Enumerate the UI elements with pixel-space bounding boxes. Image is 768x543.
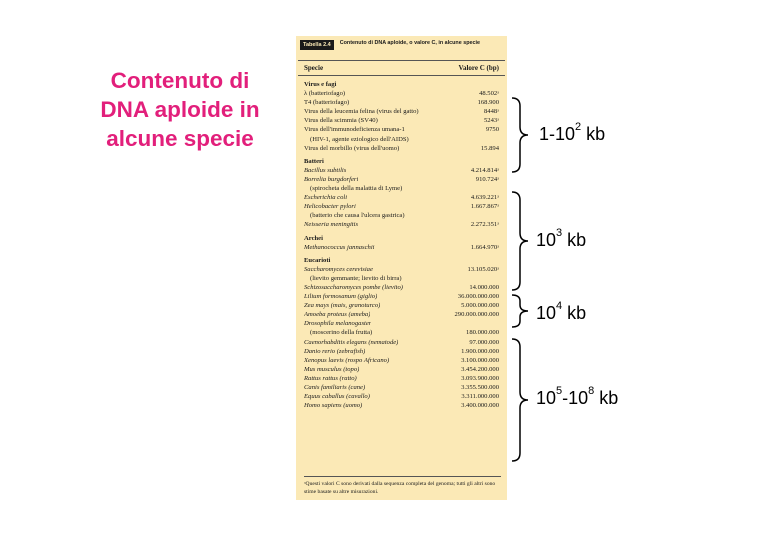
- section-name: Archei: [304, 234, 323, 242]
- c-value: 168.900: [477, 99, 499, 107]
- brace-eukaryotes: [510, 337, 534, 463]
- species-name: Zea mays (mais, granoturco): [304, 302, 381, 310]
- table-row: [304, 392, 501, 401]
- table-row: [304, 319, 501, 328]
- species-name: Virus della scimmia (SV40): [304, 117, 378, 125]
- table-row: [304, 365, 501, 374]
- species-name: Canis familiaris (cane): [304, 384, 366, 391]
- table-row: [304, 211, 501, 220]
- species-name: Caenorhabditis elegans (nematode): [304, 338, 399, 346]
- table-title: Contenuto di DNA aploide, o valore C, in alcune specie: [339, 40, 480, 46]
- section-heading: [304, 256, 501, 265]
- table-row: [304, 383, 501, 392]
- table-row: [304, 89, 501, 98]
- species-name: Virus dell'immunodeficienza umana-1: [304, 126, 405, 134]
- table-row: [304, 98, 501, 107]
- species-name: Rattus rattus (ratto): [304, 374, 357, 382]
- species-name: Neisseria meningitis: [304, 221, 359, 229]
- c-value: 48.502ᵃ: [479, 90, 499, 98]
- c-value: 97.000.000: [469, 338, 499, 346]
- section-name: Eucarioti: [304, 256, 331, 264]
- table-header: [298, 60, 505, 76]
- table-row: [304, 374, 501, 383]
- c-value: 910.724ᵃ: [475, 175, 499, 183]
- table-row: [304, 274, 501, 283]
- c-value: 3.100.000.000: [461, 356, 499, 364]
- c-value: [499, 211, 501, 220]
- c-value: 3.400.000.000: [461, 402, 499, 410]
- c-value: 180.000.000: [466, 329, 499, 337]
- species-name: Schizosaccharomyces pombe (lievito): [304, 283, 403, 291]
- table-caption: [296, 36, 507, 60]
- species-name: Methanococcus jannaschii: [304, 243, 375, 251]
- table-row: [304, 292, 501, 301]
- species-name: Danio rerio (zebrafish): [304, 347, 366, 355]
- c-value: 1.900.000.000: [461, 347, 499, 355]
- c-value: [499, 319, 501, 328]
- species-name: T4 (batteriofago): [304, 99, 350, 107]
- section-heading: [304, 234, 501, 243]
- table-row: [304, 107, 501, 116]
- c-value: 8448ᵃ: [484, 108, 499, 116]
- species-name: Virus della leucemia felina (virus del gatto): [304, 108, 419, 116]
- table-row: [304, 338, 501, 347]
- c-value: [499, 274, 501, 283]
- species-name: Equus caballus (cavallo): [304, 393, 370, 401]
- table-tag: Tabella 2.4: [300, 40, 334, 50]
- slide-title: [80, 66, 280, 153]
- table-row: [304, 310, 501, 319]
- section-heading: [304, 157, 501, 166]
- species-name: (HIV-1, agente eziologico dell'AIDS): [310, 135, 409, 143]
- c-value: 290.000.000.000: [454, 311, 499, 319]
- brace-bacteria: [510, 190, 534, 292]
- c-value: 4.214.814ᵃ: [470, 166, 499, 174]
- c-value: 3.454.200.000: [461, 365, 499, 373]
- c-value: 14.000.000: [469, 283, 499, 291]
- c-value: 5243ᵃ: [484, 117, 499, 125]
- species-name: (moscerino della frutta): [310, 329, 373, 337]
- c-value: 15.894: [480, 144, 499, 152]
- table-row: [304, 202, 501, 211]
- table-body: [296, 80, 507, 410]
- species-name: Virus del morbillo (virus dell'uomo): [304, 144, 400, 152]
- c-value: [499, 135, 501, 144]
- dna-content-table: [296, 36, 507, 500]
- table-row: [304, 347, 501, 356]
- title-line-2: DNA aploide in: [100, 97, 260, 122]
- table-row: [304, 301, 501, 310]
- table-row: [304, 193, 501, 202]
- table-row: [304, 144, 501, 153]
- table-row: [304, 265, 501, 274]
- c-value: 1.667.867ᵃ: [470, 203, 499, 211]
- table-row: [304, 116, 501, 125]
- label-virus-range: $1-10^2$ kb: [539, 121, 606, 144]
- species-name: (batterio che causa l'ulcera gastrica): [310, 212, 405, 220]
- c-value: 9750: [485, 126, 499, 134]
- title-line-3: alcune specie: [106, 126, 254, 151]
- species-name: Xenopus laevis (rospo Africano): [304, 356, 390, 364]
- table-row: [304, 328, 501, 337]
- col-value: Valore C (bp): [458, 64, 499, 72]
- species-name: Bacillus subtilis: [304, 166, 347, 174]
- table-row: [304, 243, 501, 252]
- col-species: Specie: [304, 64, 324, 72]
- species-name: (lievito gemmante; lievito di birra): [310, 274, 402, 282]
- species-name: (spirocheta della malattia di Lyme): [310, 185, 403, 193]
- c-value: [499, 184, 501, 193]
- section-heading: [304, 80, 501, 89]
- table-row: [304, 401, 501, 410]
- species-name: Escherichia coli: [304, 194, 348, 202]
- table-row: [304, 135, 501, 144]
- table-row: [304, 283, 501, 292]
- section-name: Batteri: [304, 157, 324, 165]
- table-row: [304, 125, 501, 134]
- table-row: [304, 175, 501, 184]
- species-name: Drosophila melanogaster: [304, 320, 372, 328]
- section-name: Virus e fagi: [304, 81, 337, 88]
- brace-yeast: [510, 293, 534, 329]
- label-bacteria-range: $10^3$ kb: [536, 227, 587, 250]
- species-name: Homo sapiens (uomo): [304, 402, 363, 410]
- c-value: 2.272.351ᵃ: [470, 221, 499, 229]
- table-row: [304, 356, 501, 365]
- label-yeast-range: $10^4$ kb: [536, 300, 587, 323]
- title-line-1: Contenuto di: [110, 68, 250, 93]
- species-name: λ (batteriofago): [304, 90, 346, 98]
- species-name: Helicobacter pylori: [304, 203, 356, 211]
- table-footnote: ᵃQuesti valori C sono derivati dalla sequenza completa del genoma; tutti gli altri sono stime basate su altre misurazioni.: [304, 476, 501, 496]
- c-value: 3.093.900.000: [461, 374, 499, 382]
- species-name: Saccharomyces cerevisiae: [304, 265, 373, 273]
- c-value: 3.311.000.000: [461, 393, 499, 401]
- species-name: Amoeba proteus (ameba): [304, 311, 371, 319]
- c-value: 13.105.020ᵃ: [467, 265, 499, 273]
- brace-virus: [510, 96, 534, 174]
- c-value: 3.355.500.000: [461, 384, 499, 391]
- c-value: 1.664.970ᵃ: [470, 243, 499, 251]
- species-name: Borrelia burgdorferi: [304, 175, 359, 183]
- c-value: 36.000.000.000: [457, 293, 499, 301]
- table-row: [304, 184, 501, 193]
- label-eukaryote-range: $10^5-10^8$ kb: [536, 385, 619, 408]
- c-value: 5.000.000.000: [461, 302, 499, 310]
- table-row: [304, 220, 501, 229]
- species-name: Lilium formosanum (giglio): [304, 293, 378, 301]
- c-value: 4.639.221ᵃ: [470, 194, 499, 202]
- table-row: [304, 166, 501, 175]
- species-name: Mus musculus (topo): [304, 365, 360, 373]
